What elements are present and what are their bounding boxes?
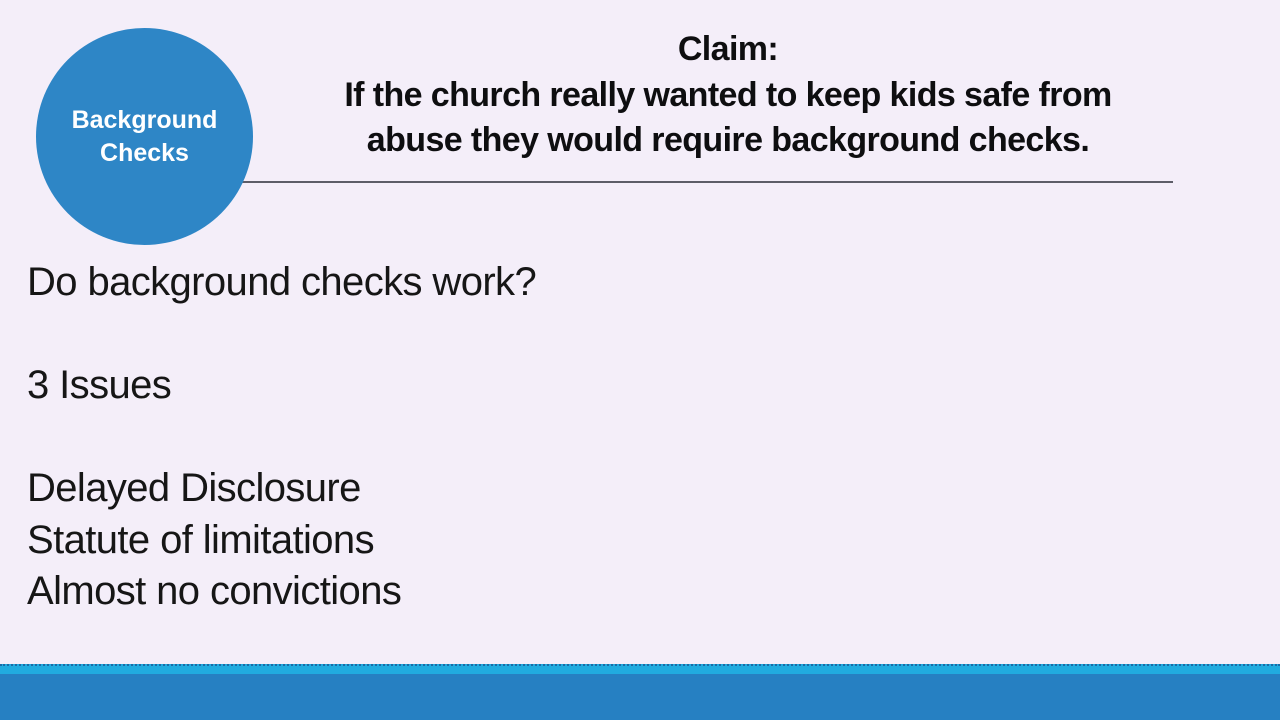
- issue-item-3: Almost no convictions: [27, 569, 402, 613]
- body-question: Do background checks work?: [27, 260, 537, 304]
- claim-line-2: abuse they would require background checks.: [366, 121, 1090, 159]
- badge-line-1: Background: [71, 105, 218, 134]
- claim-title-block: [248, 27, 1208, 164]
- body-text-block: [27, 257, 536, 618]
- issue-item-1: Delayed Disclosure: [27, 466, 361, 510]
- footer-band: [0, 664, 1280, 720]
- footer-accent-stripe: [0, 664, 1280, 674]
- issues-heading: 3 Issues: [27, 363, 172, 407]
- badge-line-2: Checks: [100, 138, 189, 167]
- title-divider: [240, 181, 1173, 183]
- background-checks-badge: [36, 28, 253, 245]
- issue-item-2: Statute of limitations: [27, 517, 374, 562]
- claim-heading: Claim:: [677, 30, 779, 68]
- footer-bar: [0, 674, 1280, 720]
- claim-line-1: If the church really wanted to keep kids safe from: [344, 75, 1112, 114]
